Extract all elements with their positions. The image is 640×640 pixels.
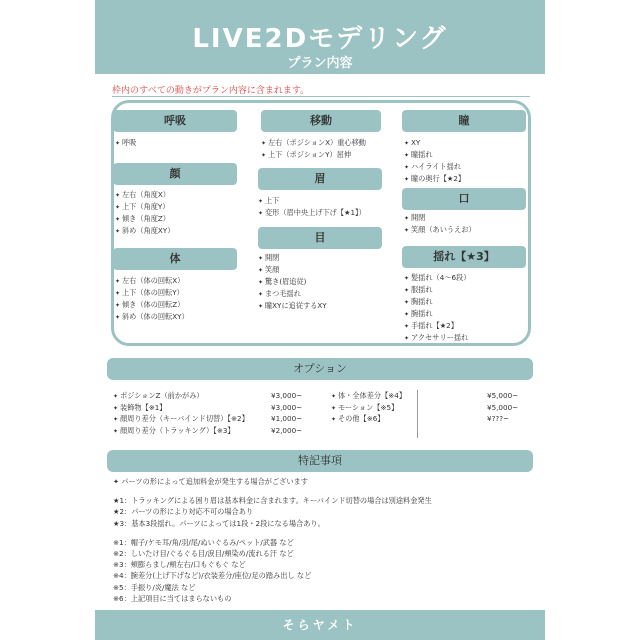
option-price: ¥5,000~ (487, 402, 519, 412)
note-line: ※3：頬膨らまし/頬左右/口もぐもぐ など (113, 560, 246, 570)
list-item: ✦ 上下（体の回転Y） (115, 288, 189, 300)
section-header-mayu: 眉 (258, 168, 382, 190)
list-item: ✦ 左右（ポジションX）重心移動 (261, 138, 366, 150)
list-kokyu (115, 138, 136, 150)
footer-brand: そらヤメト (95, 610, 545, 640)
section-header-me: 目 (258, 227, 382, 249)
list-item: ✦ 手揺れ【★2】 (404, 321, 470, 333)
list-kuchi (404, 213, 476, 237)
option-price: ¥5,000~ (487, 391, 519, 400)
note-line: ※6：上記項目に当てはまらないもの (113, 593, 232, 603)
list-item: ✦ 瞳XYに追従するXY (258, 301, 327, 313)
list-item: ✦ まつ毛揺れ (258, 289, 327, 301)
section-header-kao: 顔 (113, 163, 237, 185)
list-item: ✦ 呼吸 (115, 138, 136, 150)
option-label: 体・全体差分【※4】 (337, 391, 407, 400)
list-item: ✦ 傾き（角度Z） (115, 214, 174, 226)
options-left-list (113, 391, 313, 437)
option-label: その他【※6】 (337, 414, 385, 423)
list-item: ✦ 瞳揺れ (404, 150, 465, 162)
option-price: ¥???~ (487, 414, 510, 423)
list-item: ✦ 斜め（体の回転XY） (115, 312, 189, 324)
plan-sheet (95, 0, 545, 640)
list-item: ✦ 瞳の奥行【★2】 (404, 174, 465, 186)
options-header: オプション (107, 358, 533, 380)
list-item: ✦ 上下（角度Y） (115, 202, 174, 214)
note-line: ✦ パーツの形によって追加料金が発生する場合がございます (113, 477, 308, 486)
page-subtitle: プラン内容 (287, 56, 353, 71)
list-item: ✦ 傾き（体の回転Z） (115, 300, 189, 312)
list-item: ✦ 上下（ポジションY）屈伸 (261, 150, 366, 162)
special-notes-header: 特記事項 (107, 450, 533, 472)
note-line: ★1：トラッキングによる困り眉は基本料金に含まれます。キーバインド切替の場合は別途料金発生 (113, 496, 432, 506)
options-right-list (331, 391, 521, 426)
list-item: ✦ XY (404, 138, 465, 150)
list-item: ✦ 笑顔（あいうえお） (404, 225, 476, 237)
option-item (331, 391, 521, 403)
list-yure (404, 273, 470, 344)
page-title: LIVE2Dモデリング (192, 24, 448, 54)
list-item: ✦ 腕揺れ (404, 309, 470, 321)
section-header-yure: 揺れ【★3】 (402, 246, 526, 268)
option-label: 顔周り差分（トラッキング）【※3】 (119, 425, 235, 435)
section-header-hitomi: 瞳 (402, 110, 526, 132)
section-header-idou: 移動 (261, 110, 381, 132)
list-item: ✦ 髪揺れ（4～6段） (404, 273, 470, 285)
list-item: ✦ ハイライト揺れ (404, 162, 465, 174)
list-item: ✦ 開閉 (404, 213, 476, 225)
note-line: ※2：しいたけ目/ぐるぐる目/涙目/頬染め/流れる汗 など (113, 549, 294, 558)
option-label: モーション【※5】 (337, 402, 399, 412)
note-line: ★3：基本3段揺れ。パーツによっては1段・2段になる場合あり。 (113, 518, 325, 528)
option-item (331, 403, 521, 415)
option-price: ¥3,000~ (271, 391, 303, 400)
option-item (113, 426, 313, 438)
list-item: ✦ 胸揺れ (404, 297, 470, 309)
note-line: ※4：腕差分(上げ下げなど)/衣装差分/座位/足の踏み出し など (113, 571, 312, 581)
option-label: 装飾物【※1】 (119, 402, 167, 412)
list-item: ✦ アクセサリー揺れ (404, 333, 470, 345)
list-item: ✦ 上下 (258, 196, 366, 208)
header-banner (95, 0, 545, 74)
list-hitomi (404, 138, 465, 186)
section-header-karada: 体 (113, 248, 237, 270)
option-price: ¥3,000~ (271, 402, 303, 412)
option-item (331, 414, 521, 426)
list-mayu (258, 196, 366, 220)
notice-divider (112, 96, 530, 97)
note-line: ※1：帽子/ケモ耳/角/羽/尾/ぬいぐるみ/ペット/武器 など (113, 537, 294, 547)
option-label: 顔周り差分（キーバインド切替）【※2】 (119, 414, 249, 423)
section-header-kuchi: 口 (402, 188, 526, 210)
list-item: ✦ 開閉 (258, 253, 327, 265)
list-item: ✦ 服揺れ (404, 285, 470, 297)
note-line: ★2：パーツの形により対応不可の場合あり (113, 507, 254, 517)
option-price: ¥1,000~ (271, 414, 303, 423)
list-kao (115, 190, 174, 238)
option-label: ポジションZ（前かがみ） (119, 391, 204, 400)
list-idou (261, 138, 366, 162)
option-item (113, 391, 313, 403)
list-item: ✦ 変形（眉中央上げ下げ【★1】） (258, 208, 366, 220)
plan-notice: 枠内のすべての動きがプラン内容に含まれます。 (112, 86, 310, 96)
option-item (113, 414, 313, 426)
option-price: ¥2,000~ (271, 425, 303, 435)
option-item (113, 403, 313, 415)
list-item: ✦ 笑顔 (258, 265, 327, 277)
list-item: ✦ 斜め（角度XY） (115, 226, 174, 238)
list-karada (115, 276, 189, 324)
section-header-kokyu: 呼吸 (113, 110, 237, 132)
list-item: ✦ 左右（角度X） (115, 190, 174, 202)
list-item: ✦ 驚き(眉追従) (258, 277, 327, 289)
note-line: ※5：手振り/炎/魔法 など (113, 582, 196, 592)
list-me (258, 253, 327, 313)
list-item: ✦ 左右（体の回転X） (115, 276, 189, 288)
